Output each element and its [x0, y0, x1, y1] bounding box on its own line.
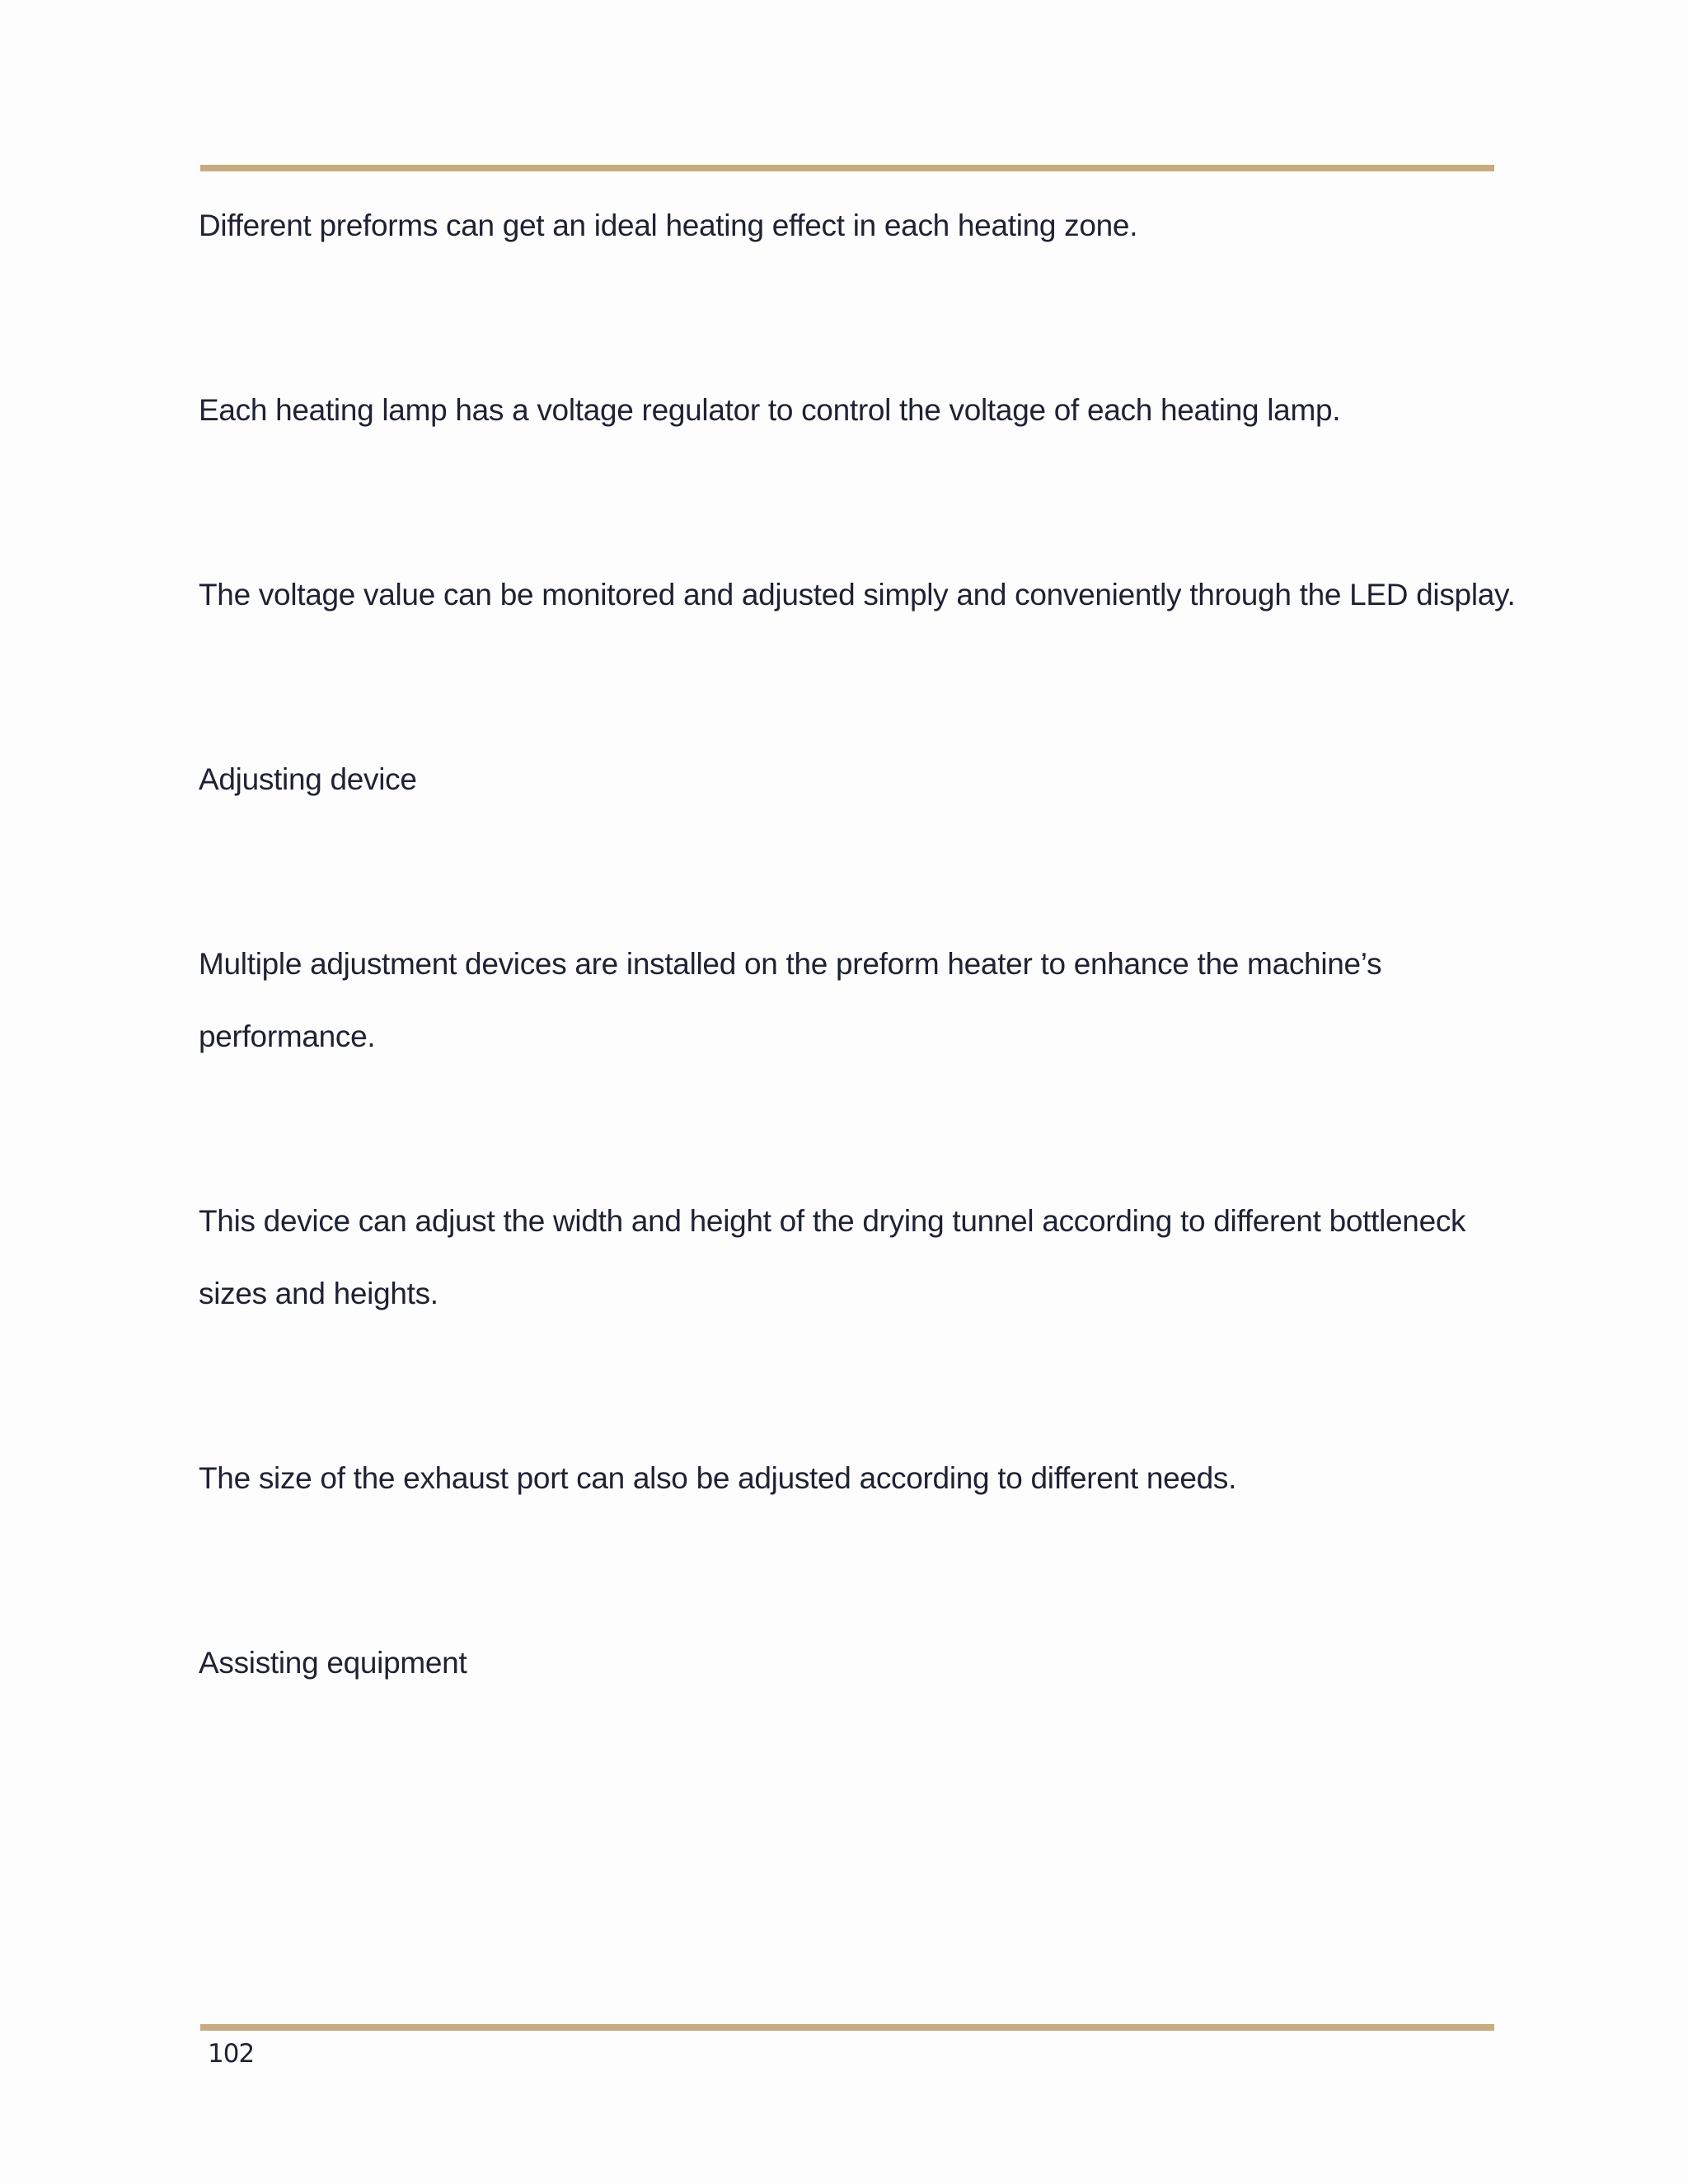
- bottom-divider-rule: [200, 2024, 1494, 2031]
- paragraph-line: performance.: [199, 1019, 376, 1053]
- heading-line: Adjusting device: [199, 762, 417, 796]
- paragraph-line: Multiple adjustment devices are installed on the preform heater to enhance the machine’s: [199, 947, 1382, 981]
- paragraph-line: This device can adjust the width and height of the drying tunnel according to different bottleneck: [199, 1204, 1466, 1238]
- top-divider-rule: [200, 165, 1494, 171]
- paragraph-led-display: [199, 559, 1517, 631]
- paragraph-spacer: [199, 816, 1517, 928]
- paragraph-drying-tunnel: [199, 1185, 1517, 1330]
- paragraph-line: sizes and heights.: [199, 1277, 438, 1310]
- paragraph-heating-zone: [199, 190, 1517, 262]
- paragraph-line: The voltage value can be monitored and adjusted simply and conveniently through the LED display.: [199, 578, 1516, 612]
- paragraph-spacer: [199, 1515, 1517, 1627]
- paragraph-spacer: [199, 262, 1517, 374]
- page-body: [199, 190, 1517, 1699]
- paragraph-exhaust-port: [199, 1442, 1517, 1515]
- paragraph-line: Each heating lamp has a voltage regulator to control the voltage of each heating lamp.: [199, 393, 1341, 427]
- heading-line: Assisting equipment: [199, 1646, 467, 1680]
- paragraph-line: The size of the exhaust port can also be adjusted according to different needs.: [199, 1461, 1237, 1495]
- paragraph-spacer: [199, 1330, 1517, 1442]
- paragraph-line: Different preforms can get an ideal heating effect in each heating zone.: [199, 209, 1138, 242]
- paragraph-spacer: [199, 1073, 1517, 1185]
- paragraph-adjustment-devices: [199, 928, 1517, 1073]
- paragraph-spacer: [199, 631, 1517, 743]
- paragraph-voltage-regulator: [199, 374, 1517, 447]
- heading-adjusting-device: [199, 743, 1517, 816]
- heading-assisting-equipment: [199, 1627, 1517, 1699]
- paragraph-spacer: [199, 447, 1517, 559]
- page-number: 102: [208, 2039, 255, 2069]
